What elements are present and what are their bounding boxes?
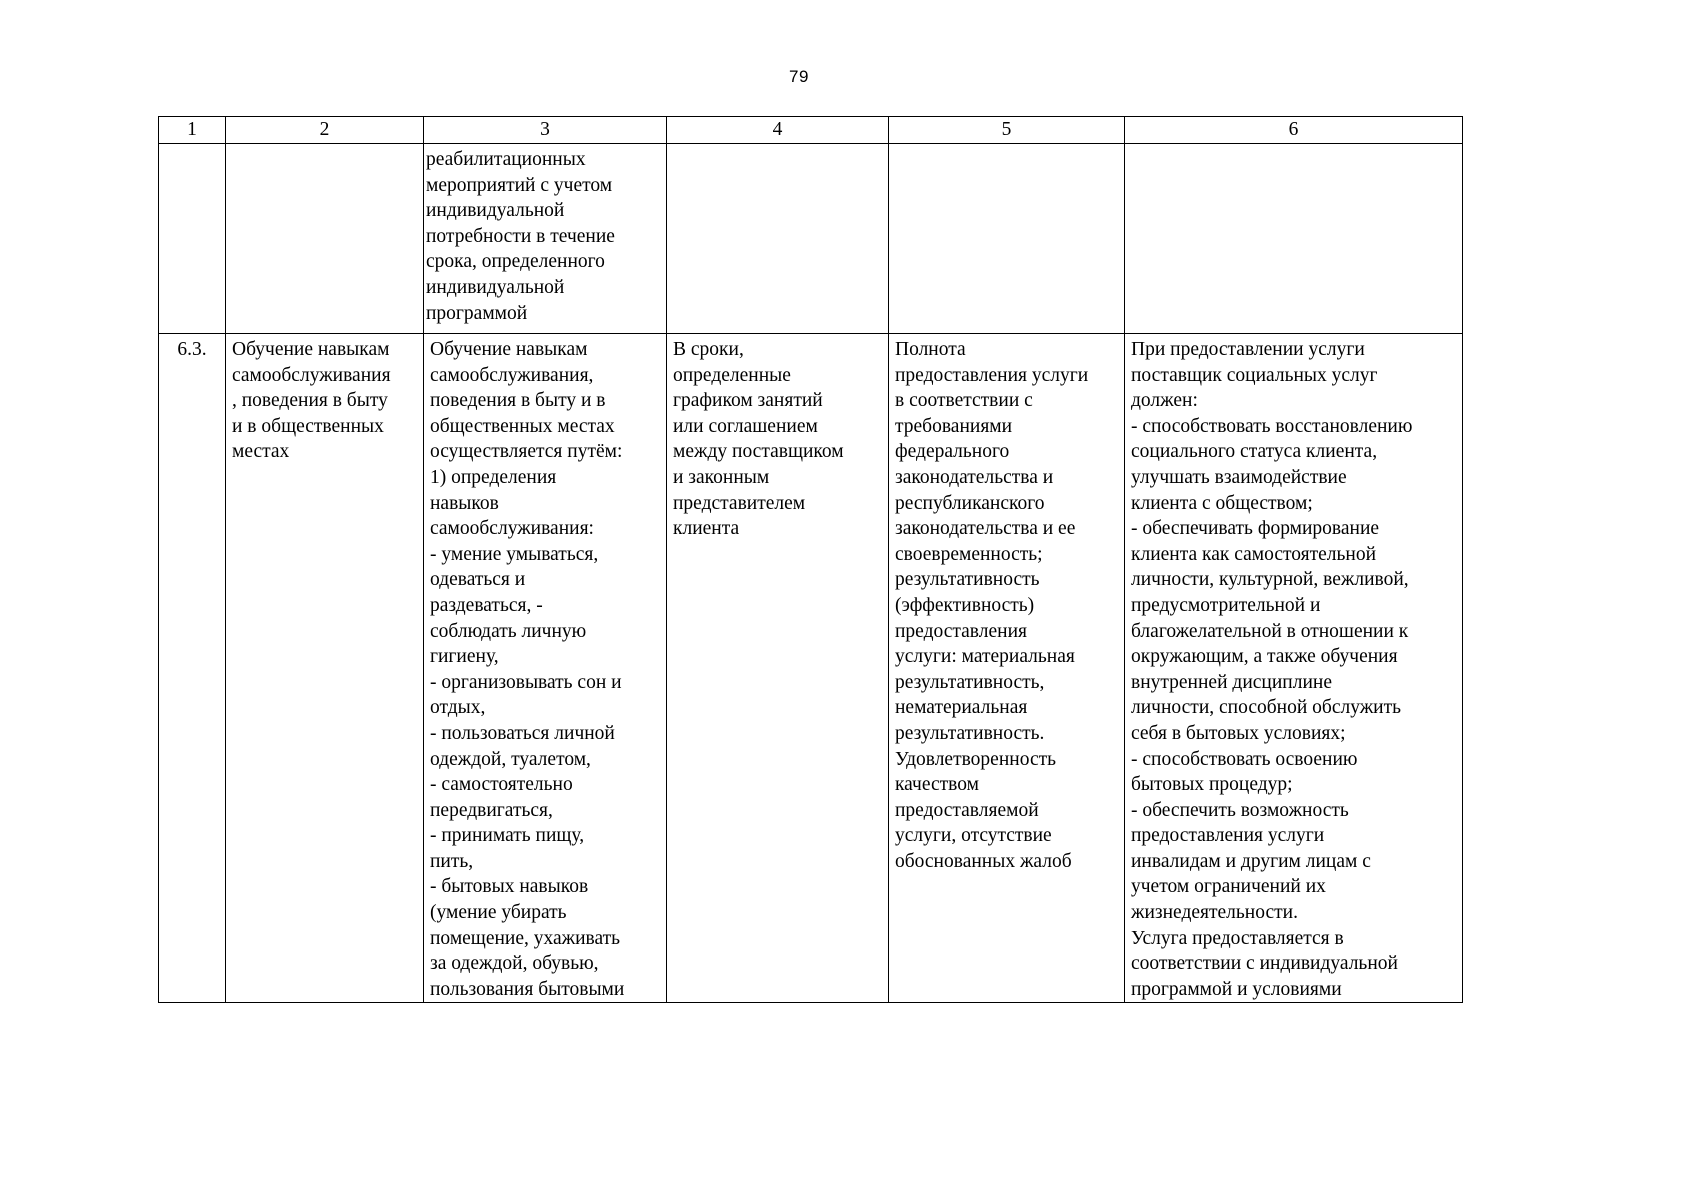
service-name-cell: [226, 334, 424, 1003]
column-header-5: 5: [889, 117, 1125, 144]
page-number: 79: [789, 67, 809, 86]
continuation-cell-quality: [889, 144, 1125, 334]
service-description: Обучение навыкам самообслуживания, поведения в быту и в общественных местах осуществляется путём: 1) определения навыков самообслуживания: - умение умываться, одеваться и раздеваться, - соблюдать личную гигиену, - организовывать сон и отдых, - пользоваться личной одеждой, туалетом, - самостоятельно передвигаться, - принимать пищу, пить, - бытовых навыков (умение убирать помещение, ухаживать за одеждой, обувью, пользования бытовыми: [430, 339, 625, 1000]
row-number-cell: [159, 334, 226, 1003]
column-header-1: 1: [159, 117, 226, 144]
table-header-row: [159, 117, 1463, 144]
row-number: 6.3.: [177, 339, 207, 360]
table-row-continuation: [159, 144, 1463, 334]
continuation-cell-number: [159, 144, 226, 334]
table-row-6-3: [159, 334, 1463, 1003]
services-table: [158, 116, 1463, 1003]
service-conditions-cell: [1125, 334, 1463, 1003]
service-description-cell: [424, 334, 667, 1003]
service-name: Обучение навыкам самообслуживания , поведения в быту и в общественных местах: [232, 339, 391, 463]
service-quality: Полнота предоставления услуги в соответствии с требованиями федерального законодательства и республиканского законодательства и ее своевременность; результативность (эффективность) предоставления услуги: материальная результативность, нематериальная результативность. Удовлетворенность качеством предоставляемой услуги, отсутствие обоснованных жалоб: [895, 339, 1089, 872]
service-timing: В сроки, определенные графиком занятий или соглашением между поставщиком и законным представителем клиента: [673, 339, 844, 540]
column-header-4: 4: [667, 117, 889, 144]
service-conditions: При предоставлении услуги поставщик социальных услуг должен: - способствовать восстановлению социального статуса клиента, улучшать взаимодействие клиента с обществом; - обеспечивать формирование клиента как самостоятельной личности, культурной, вежливой, предусмотрительной и благожелательной в отношении к окружающим, а также обучения внутренней дисциплине личности, способной обслужить себя в бытовых условиях; - способствовать освоению бытовых процедур; - обеспечить возможность предоставления услуги инвалидам и другим лицам с учетом ограничений их жизнедеятельности. Услуга предоставляется в соответствии с индивидуальной программой и условиями: [1131, 339, 1413, 1000]
continuation-cell-conditions: [1125, 144, 1463, 334]
continuation-description-text: реабилитационных мероприятий с учетом индивидуальной потребности в течение срока, определенного индивидуальной программой: [426, 149, 615, 324]
column-header-2: 2: [226, 117, 424, 144]
column-header-6: 6: [1125, 117, 1463, 144]
continuation-cell-name: [226, 144, 424, 334]
service-timing-cell: [667, 334, 889, 1003]
service-quality-cell: [889, 334, 1125, 1003]
continuation-cell-description: [424, 144, 667, 334]
column-header-3: 3: [424, 117, 667, 144]
continuation-cell-timing: [667, 144, 889, 334]
